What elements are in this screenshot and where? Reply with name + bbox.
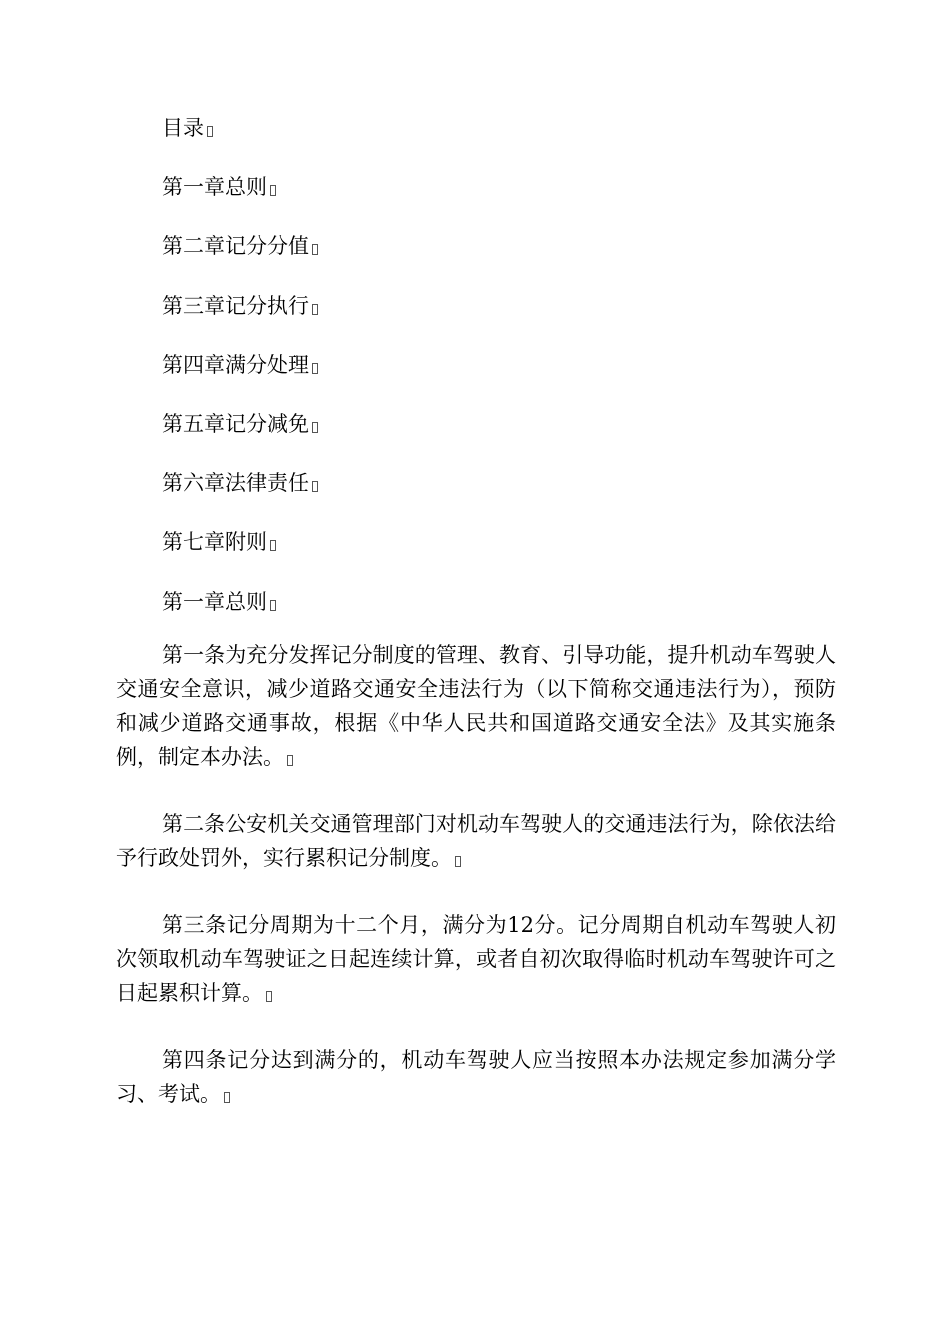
paragraph-mark-icon (287, 755, 293, 766)
chapter-heading: 第一章总则 (162, 582, 862, 622)
paragraph-mark-icon (312, 363, 318, 374)
toc-title: 目录 (162, 108, 862, 148)
paragraph-mark-icon (224, 1092, 230, 1103)
paragraph-mark-icon (270, 540, 276, 551)
paragraph-mark-icon (270, 600, 276, 611)
article-paragraph: 第三条记分周期为十二个月，满分为12分。记分周期自机动车驾驶人初次领取机动车驾驶证之日起连续计算，或者自初次取得临时机动车驾驶许可之日起累积计算。 (116, 913, 836, 1005)
toc-item: 第四章满分处理 (162, 345, 862, 385)
table-of-contents (162, 108, 862, 641)
paragraph-mark-icon (312, 244, 318, 255)
toc-item: 第七章附则 (162, 522, 862, 562)
paragraph-mark-icon (312, 422, 318, 433)
article-paragraph: 第四条记分达到满分的，机动车驾驶人应当按照本办法规定参加满分学习、考试。 (116, 1048, 836, 1106)
toc-item: 第三章记分执行 (162, 286, 862, 326)
toc-item: 第六章法律责任 (162, 463, 862, 503)
toc-item: 第五章记分减免 (162, 404, 862, 444)
article-body (116, 638, 836, 1144)
article-paragraph: 第二条公安机关交通管理部门对机动车驾驶人的交通违法行为，除依法给予行政处罚外，实行累积记分制度。 (116, 812, 836, 870)
paragraph-mark-icon (266, 991, 272, 1002)
toc-item: 第二章记分分值 (162, 226, 862, 266)
article-paragraph: 第一条为充分发挥记分制度的管理、教育、引导功能，提升机动车驾驶人交通安全意识，减少道路交通安全违法行为（以下简称交通违法行为），预防和减少道路交通事故，根据《中华人民共和国道路交通安全法》及其实施条例，制定本办法。 (116, 643, 836, 769)
paragraph-mark-icon (207, 126, 213, 137)
paragraph-mark-icon (312, 304, 318, 315)
paragraph-mark-icon (270, 185, 276, 196)
paragraph-mark-icon (455, 856, 461, 867)
toc-item: 第一章总则 (162, 167, 862, 207)
paragraph-mark-icon (312, 481, 318, 492)
